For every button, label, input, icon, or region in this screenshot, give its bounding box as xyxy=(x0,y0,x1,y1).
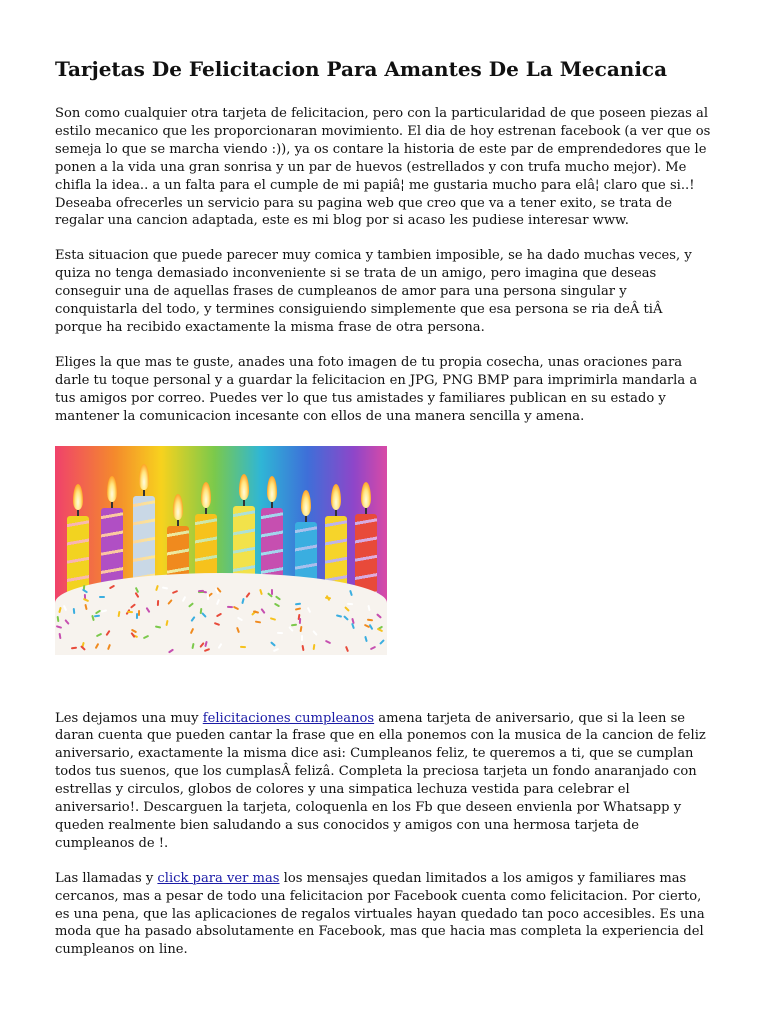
sprinkle xyxy=(138,609,140,615)
candle-wick xyxy=(77,510,79,516)
candle-wick xyxy=(305,516,307,522)
candle-wick xyxy=(243,500,245,506)
candle-flame xyxy=(173,494,183,520)
sprinkle xyxy=(157,599,159,605)
sprinkle xyxy=(291,623,297,626)
candle-flame xyxy=(361,482,371,508)
paragraph-choose: Eliges la que mas te guste, anades una foto imagen de tu propia cosecha, unas oraciones para darle tu toque personal y a guardar la felicitacion en JPG, PNG BMP para imprimirla mandarla a tus amigos por correo. Puedes ver lo que tus amistades y familiares publican en su estado y mantener la comunicacion incesante con ellos de una manera sencilla y amena. xyxy=(55,354,698,424)
sprinkle xyxy=(277,631,283,633)
sprinkle xyxy=(301,635,303,641)
candle-flame xyxy=(201,482,211,508)
candle-flame xyxy=(301,490,311,516)
sprinkle xyxy=(71,646,77,649)
sprinkle xyxy=(347,602,353,604)
paragraph-situation: Esta situacion que puede parecer muy comica y tambien imposible, se ha dado muchas veces, y quiza no tenga demasiado inconveniente si se trata de un amigo, pero imagina que deseas conseguir una de aquellas frases de cumpleanos de amor para una persona singular y conquistarla del todo, y termines consiguiendo simplemente que esa persona se ria deÂ tiÂ porque ha recibido exactamente la misma frase de otra persona. xyxy=(55,248,692,335)
candle-flame xyxy=(107,476,117,502)
candle-wick xyxy=(271,502,273,508)
candle-wick xyxy=(177,520,179,526)
paragraph-calls-text-end: los mensajes quedan limitados a los amigos y familiares mas cercanos, mas a pesar de todo una felicitacion por Facebook cuenta como felicitacion. Por cierto, es una pena, que las aplicaciones de regalos virtuales hayan quedado tan poco accesibles. Es una moda que ha pasado absolutamente en Facebook, mas que hacia mas completa la experiencia del cumpleanos on line. xyxy=(55,870,705,958)
candle-wick xyxy=(365,508,367,514)
candle-flame xyxy=(239,474,249,500)
paragraph-card xyxy=(55,710,713,853)
link-click-para-ver-mas[interactable]: click para ver mas xyxy=(157,870,280,886)
sprinkle xyxy=(299,617,301,623)
sprinkle xyxy=(94,614,100,617)
sprinkle xyxy=(227,605,233,607)
sprinkle xyxy=(367,618,373,621)
candle-wick xyxy=(143,490,145,496)
candle-wick xyxy=(335,510,337,516)
sprinkle xyxy=(198,589,204,592)
paragraph-calls xyxy=(55,870,713,960)
link-felicitaciones-cumpleanos[interactable]: felicitaciones cumpleanos xyxy=(202,710,375,726)
candle-wick xyxy=(111,502,113,508)
sprinkle xyxy=(240,645,246,647)
sprinkle xyxy=(207,593,209,599)
sprinkle xyxy=(295,602,301,605)
birthday-candles-image xyxy=(55,446,387,655)
paragraph-intro: Son como cualquier otra tarjeta de felicitacion, pero con la particularidad de que poseen piezas al estilo mecanico que les proporcionaran movimiento. El dia de hoy estrenan facebook (a ver que os semeja lo que se marcha viendo :)), ya os contare la historia de este par de emprendedores que le ponen a la vida una gran sonrisa y un par de huevos (estrellados y con trufa mucho mejor). Me chifla la idea.. a un falta para el cumple de mi papiâ¦ me gustaria mucho para elâ¦ claro que si..! Deseaba ofrecerles un servicio para su pagina web que creo que va a tener exito, se trata de regalar una cancion adaptada, este es mi blog por si acaso les pudiese interesar www. xyxy=(55,106,711,229)
sprinkle xyxy=(255,620,261,623)
paragraph-calls-text-start: Las llamadas y xyxy=(55,870,158,886)
paragraph-card-text-start: Les dejamos una muy xyxy=(55,710,203,726)
sprinkle xyxy=(162,586,168,589)
candle-flame xyxy=(331,484,341,510)
candle-wick xyxy=(205,508,207,514)
sprinkle xyxy=(127,610,133,613)
candle-flame xyxy=(267,476,277,502)
candle-flame xyxy=(139,464,149,490)
sprinkle xyxy=(99,596,105,598)
candle-flame xyxy=(73,484,83,510)
paragraph-card-text-end: amena tarjeta de aniversario, que si la leen se daran cuenta que pueden cantar la frase que en ella ponemos con la musica de la cancion de feliz aniversario, exactamente la misma dice asi: Cumpleanos feliz, te queremos a ti, que se cumplan todos tus suenos, que los cumplasÂ felizâ. Completa la preciosa tarjeta un fondo anaranjado con estrellas y circulos, globos de colores y una simpatica lechuza vestida para celebrar el aniversario!. Descarguen la tarjeta, coloquenla en los Fb que deseen envienla por Whatsapp y queden realmente bien saludando a sus conocidos y amigos con una hermosa tarjeta de cumpleanos de !. xyxy=(55,710,706,851)
page-title: Tarjetas De Felicitacion Para Amantes De La Mecanica xyxy=(55,57,668,81)
sprinkle xyxy=(271,588,273,594)
